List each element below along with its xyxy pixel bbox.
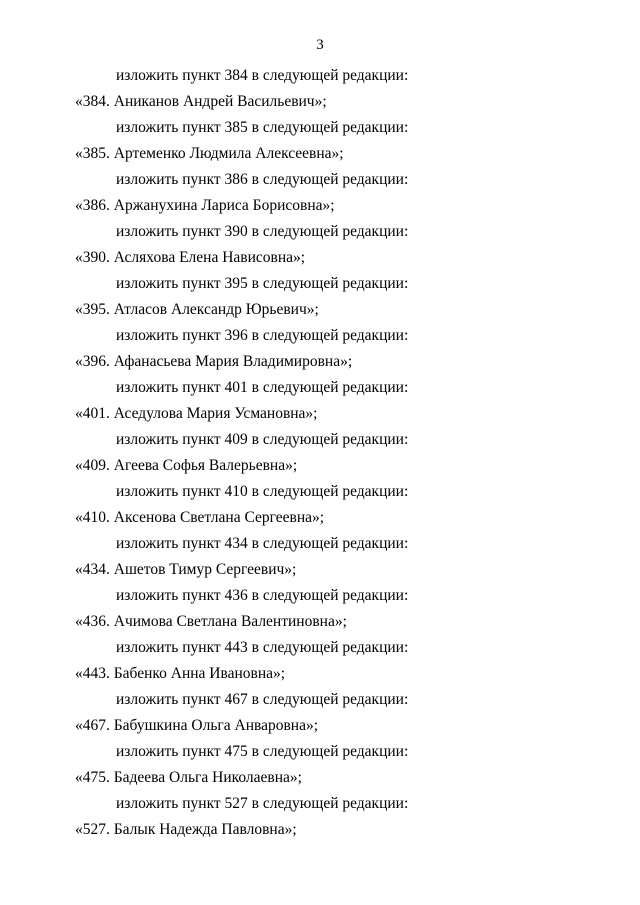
- amended-entry: «443. Бабенко Анна Ивановна»;: [75, 665, 286, 682]
- amended-entry: «527. Балык Надежда Павловна»;: [75, 821, 297, 838]
- amended-entry: «385. Артеменко Людмила Алексеевна»;: [75, 145, 344, 162]
- amended-entry: «390. Асляхова Елена Нависовна»;: [75, 249, 306, 266]
- amendment-instruction: изложить пункт 434 в следующей редакции:: [116, 535, 409, 552]
- amendment-instruction: изложить пункт 410 в следующей редакции:: [116, 483, 409, 500]
- amended-entry: «436. Ачимова Светлана Валентиновна»;: [75, 613, 347, 630]
- amendment-instruction: изложить пункт 475 в следующей редакции:: [116, 743, 409, 760]
- amendment-instruction: изложить пункт 467 в следующей редакции:: [116, 691, 409, 708]
- document-body: [0, 63, 640, 843]
- amendment-instruction: изложить пункт 436 в следующей редакции:: [116, 587, 409, 604]
- amended-entry: «467. Бабушкина Ольга Анваровна»;: [75, 717, 319, 734]
- amended-entry: «384. Аниканов Андрей Васильевич»;: [75, 93, 327, 110]
- amended-entry: «395. Атласов Александр Юрьевич»;: [75, 301, 319, 318]
- amendment-instruction: изложить пункт 409 в следующей редакции:: [116, 431, 409, 448]
- amendment-instruction: изложить пункт 384 в следующей редакции:: [116, 67, 409, 84]
- amended-entry: «475. Бадеева Ольга Николаевна»;: [75, 769, 302, 786]
- amendment-instruction: изложить пункт 527 в следующей редакции:: [116, 795, 409, 812]
- amended-entry: «409. Агеева Софья Валерьевна»;: [75, 457, 298, 474]
- amended-entry: «386. Аржанухина Лариса Борисовна»;: [75, 197, 335, 214]
- page-number: 3: [316, 37, 324, 53]
- amended-entry: «410. Аксенова Светлана Сергеевна»;: [75, 509, 325, 526]
- amendment-instruction: изложить пункт 401 в следующей редакции:: [116, 379, 409, 396]
- amendment-instruction: изложить пункт 396 в следующей редакции:: [116, 327, 409, 344]
- amended-entry: «434. Ашетов Тимур Сергеевич»;: [75, 561, 297, 578]
- amendment-instruction: изложить пункт 443 в следующей редакции:: [116, 639, 409, 656]
- amended-entry: «401. Аседулова Мария Усмановна»;: [75, 405, 318, 422]
- amendment-instruction: изложить пункт 385 в следующей редакции:: [116, 119, 409, 136]
- amendment-instruction: изложить пункт 386 в следующей редакции:: [116, 171, 409, 188]
- amendment-instruction: изложить пункт 395 в следующей редакции:: [116, 275, 409, 292]
- amendment-instruction: изложить пункт 390 в следующей редакции:: [116, 223, 409, 240]
- amended-entry: «396. Афанасьева Мария Владимировна»;: [75, 353, 353, 370]
